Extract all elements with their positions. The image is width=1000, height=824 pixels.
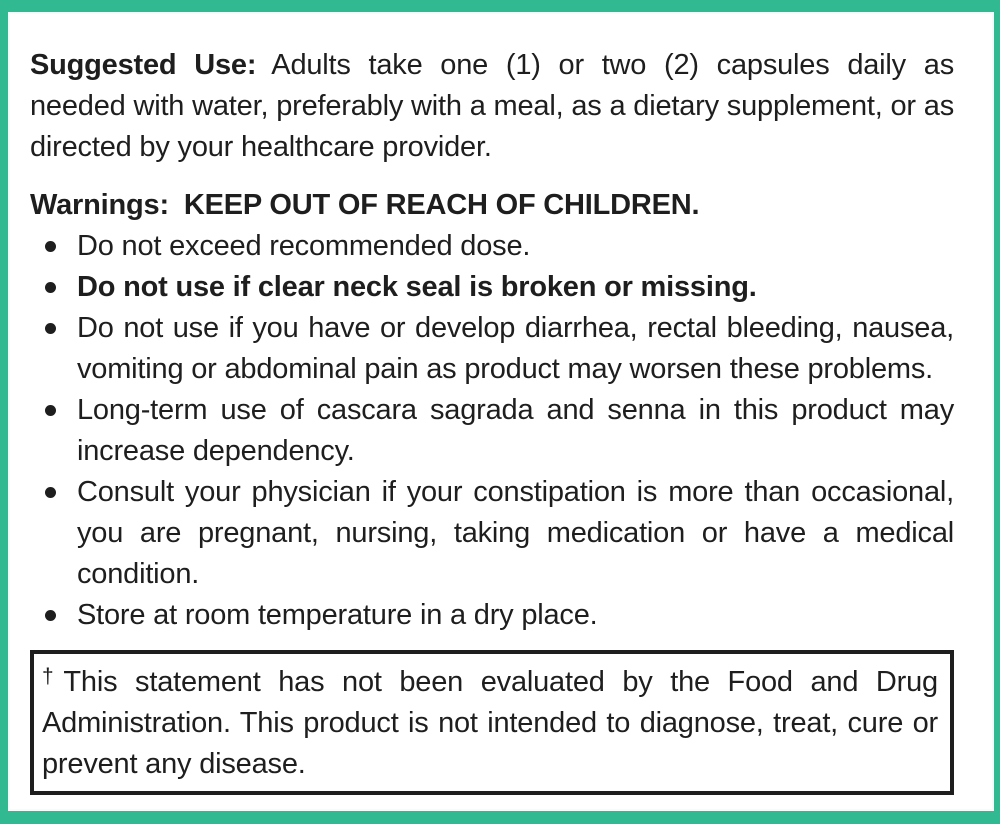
warnings-heading-line <box>30 185 954 226</box>
warning-list-item <box>30 390 954 472</box>
suggested-use-paragraph <box>30 45 954 168</box>
warning-text: Store at room temperature in a dry place. <box>77 599 598 631</box>
warning-list-item <box>30 226 954 267</box>
bullet-dot-icon <box>45 405 56 416</box>
suggested-use-text: Adults take one (1) or two (2) capsules daily as needed with water, preferably with a meal, as a dietary supplement, or as directed by your healthcare provider. <box>30 49 954 163</box>
bullet-dot-icon <box>45 487 56 498</box>
warning-text: Do not use if clear neck seal is broken or missing. <box>77 271 757 303</box>
dagger-symbol: † <box>42 665 64 688</box>
bullet-dot-icon <box>45 241 56 252</box>
warnings-subheading: KEEP OUT OF REACH OF CHILDREN. <box>183 189 700 221</box>
bullet-dot-icon <box>45 323 56 334</box>
warning-text: Long-term use of cascara sagrada and senna in this product may increase dependency. <box>77 394 954 467</box>
warning-list-item <box>30 595 954 636</box>
warnings-heading: Warnings: <box>30 189 169 221</box>
label-content <box>8 12 994 795</box>
fda-disclaimer-box <box>30 650 954 795</box>
warning-list-item <box>30 472 954 595</box>
disclaimer-text: This statement has not been evaluated by the Food and Drug Administration. This product is not intended to diagnose, treat, cure or prevent any disease. <box>42 665 938 780</box>
warning-list-item <box>30 308 954 390</box>
bullet-dot-icon <box>45 610 56 621</box>
warning-text: Consult your physician if your constipation is more than occasional, you are pregnant, nursing, taking medication or have a medical condition. <box>77 476 954 590</box>
suggested-use-heading: Suggested Use: <box>30 49 257 81</box>
warnings-list <box>30 226 954 636</box>
warning-list-item <box>30 267 954 308</box>
bullet-dot-icon <box>45 282 56 293</box>
warning-text: Do not use if you have or develop diarrhea, rectal bleeding, nausea, vomiting or abdominal pain as product may worsen these problems. <box>77 312 954 385</box>
warning-text: Do not exceed recommended dose. <box>77 230 531 262</box>
